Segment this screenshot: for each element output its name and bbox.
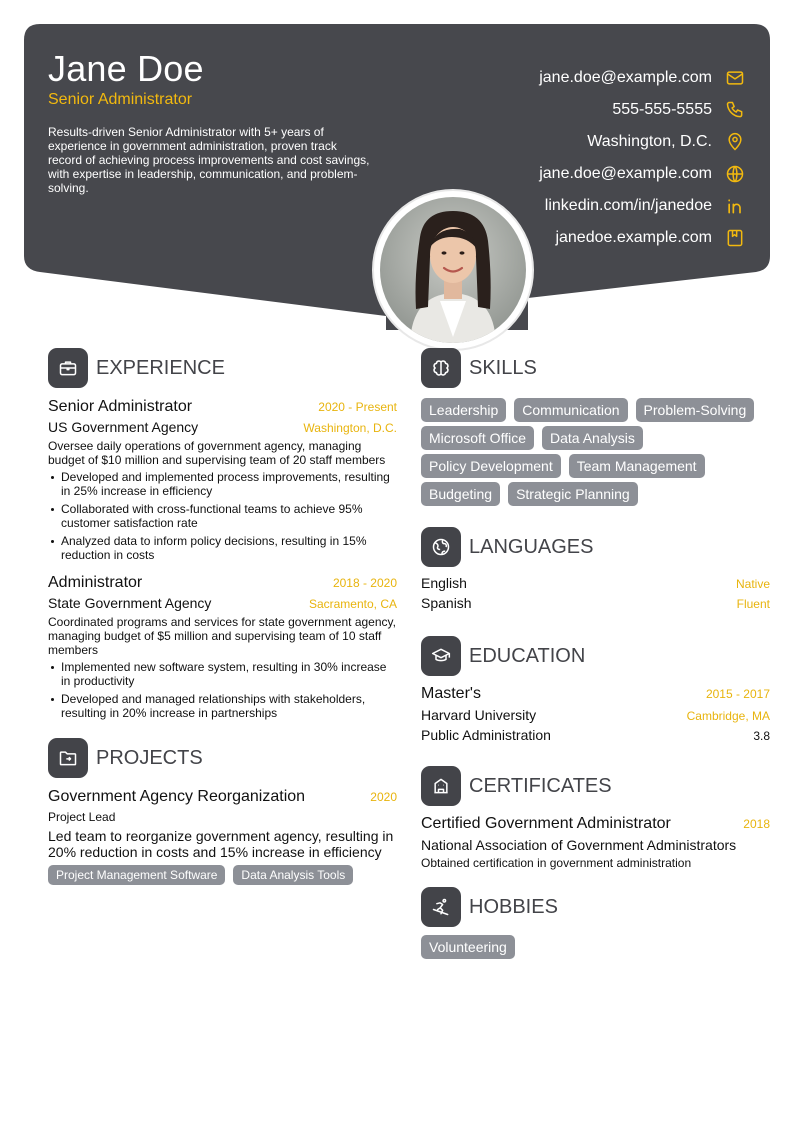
skiing-icon [421, 887, 461, 927]
school-location: Cambridge, MA [686, 709, 770, 723]
contact-email[interactable] [539, 62, 746, 94]
skills-heading: SKILLS [469, 356, 537, 379]
hobby-tags [421, 935, 770, 963]
job-entry [48, 398, 397, 562]
skill-tag: Budgeting [421, 482, 500, 506]
contact-phone-text: 555-555-5555 [612, 101, 712, 118]
hobbies-section-header [421, 887, 770, 927]
tool-tag: Project Management Software [48, 865, 225, 885]
field-of-study: Public Administration [421, 727, 551, 743]
contact-location-text: Washington, D.C. [587, 133, 712, 150]
project-tools [48, 865, 397, 889]
language-level: Native [735, 577, 770, 591]
projects-section-header [48, 738, 397, 778]
candidate-name: Jane Doe [48, 48, 204, 89]
list-item [421, 595, 770, 615]
contact-email-text: jane.doe@example.com [539, 69, 712, 86]
briefcase-icon [48, 348, 88, 388]
list-item [421, 575, 770, 595]
language-name: English [421, 575, 467, 591]
skill-tag: Team Management [569, 454, 705, 478]
skill-tag: Strategic Planning [508, 482, 638, 506]
education-heading: EDUCATION [469, 644, 586, 667]
certificate-year: 2018 [743, 817, 770, 831]
language-list [421, 575, 770, 615]
right-column [421, 348, 770, 963]
skill-tag: Communication [514, 398, 627, 422]
project-name: Government Agency Reorganization [48, 788, 306, 805]
bookmark-icon [724, 227, 746, 249]
contact-location [539, 126, 746, 158]
certificate-entry [421, 815, 770, 870]
project-role: Project Lead [48, 810, 116, 824]
candidate-title: Senior Administrator [48, 91, 193, 108]
certificate-description: Obtained certification in government administration [421, 856, 692, 870]
job-company: State Government Agency [48, 595, 212, 611]
hobby-tag: Volunteering [421, 935, 515, 959]
job-description: Coordinated programs and services for state government agency, managing budget of $5 million and supervising team of 10 staff members [48, 615, 396, 657]
contact-website-text: jane.doe@example.com [539, 165, 712, 182]
left-column [48, 348, 397, 889]
contact-phone[interactable] [539, 94, 746, 126]
contact-website[interactable] [539, 158, 746, 190]
contact-linkedin-text: linkedin.com/in/janedoe [544, 197, 712, 214]
skill-tag: Microsoft Office [421, 426, 534, 450]
language-level: Fluent [736, 597, 770, 611]
hobbies-heading: HOBBIES [469, 895, 558, 918]
list-item: Implemented new software system, resulting in 30% increase in productivity [48, 660, 397, 688]
certificate-issuer: National Association of Government Administrators [421, 837, 737, 853]
avatar [380, 197, 526, 343]
skill-tags [421, 398, 770, 510]
job-location: Sacramento, CA [308, 597, 397, 611]
location-pin-icon [724, 131, 746, 153]
education-entry [421, 685, 770, 747]
job-role: Senior Administrator [48, 398, 193, 415]
institution-icon [421, 766, 461, 806]
skill-tag: Problem-Solving [636, 398, 755, 422]
job-role: Administrator [48, 574, 143, 591]
language-name: Spanish [421, 595, 472, 611]
contact-portfolio-text: janedoe.example.com [555, 229, 712, 246]
skill-tag: Leadership [421, 398, 506, 422]
job-dates: 2020 - Present [318, 400, 397, 414]
skill-tag: Policy Development [421, 454, 561, 478]
job-location: Washington, D.C. [303, 421, 397, 435]
school: Harvard University [421, 707, 537, 723]
gpa: 3.8 [753, 729, 770, 743]
mail-icon [724, 67, 746, 89]
skill-tag: Data Analysis [542, 426, 643, 450]
experience-heading: EXPERIENCE [96, 356, 225, 379]
tool-tag: Data Analysis Tools [233, 865, 353, 885]
globe-icon [724, 163, 746, 185]
list-item: Developed and implemented process improvements, resulting in 25% increase in efficiency [48, 470, 397, 498]
contact-portfolio[interactable] [539, 222, 746, 254]
degree: Master's [421, 685, 481, 702]
contact-list [539, 62, 746, 254]
languages-section-header [421, 527, 770, 567]
list-item: Analyzed data to inform policy decisions, resulting in 15% reduction in costs [48, 534, 397, 562]
folder-icon [48, 738, 88, 778]
education-section-header [421, 636, 770, 676]
list-item: Developed and managed relationships with stakeholders, resulting in 20% increase in partnerships [48, 692, 397, 720]
job-company: US Government Agency [48, 419, 199, 435]
languages-heading: LANGUAGES [469, 535, 594, 558]
skills-section-header [421, 348, 770, 388]
project-year: 2020 [370, 790, 397, 804]
certificate-name: Certified Government Administrator [421, 815, 671, 832]
job-description: Oversee daily operations of government agency, managing budget of $10 million and supervising team of 20 staff members [48, 439, 386, 467]
project-description: Led team to reorganize government agency, resulting in 20% reduction in costs and 15% increase in efficiency [48, 828, 394, 860]
contact-linkedin[interactable] [539, 190, 746, 222]
brain-icon [421, 348, 461, 388]
education-dates: 2015 - 2017 [705, 687, 770, 701]
job-entry [48, 574, 397, 720]
globe-icon [421, 527, 461, 567]
certificates-heading: CERTIFICATES [469, 774, 612, 797]
profile-summary: Results-driven Senior Administrator with 5+ years of experience in government administration, proven track record of achieving process improvements and cost savings, with expertise in leadership, communication, and problem-solving. [48, 125, 370, 195]
projects-heading: PROJECTS [96, 746, 203, 769]
project-entry [48, 788, 397, 889]
job-dates: 2018 - 2020 [332, 576, 397, 590]
job-achievements [48, 470, 397, 562]
graduation-cap-icon [421, 636, 461, 676]
experience-section-header [48, 348, 397, 388]
certificates-section-header [421, 766, 770, 806]
phone-icon [724, 99, 746, 121]
job-achievements [48, 660, 397, 720]
linkedin-icon [724, 195, 746, 217]
list-item: Collaborated with cross-functional teams to achieve 95% customer satisfaction rate [48, 502, 397, 530]
